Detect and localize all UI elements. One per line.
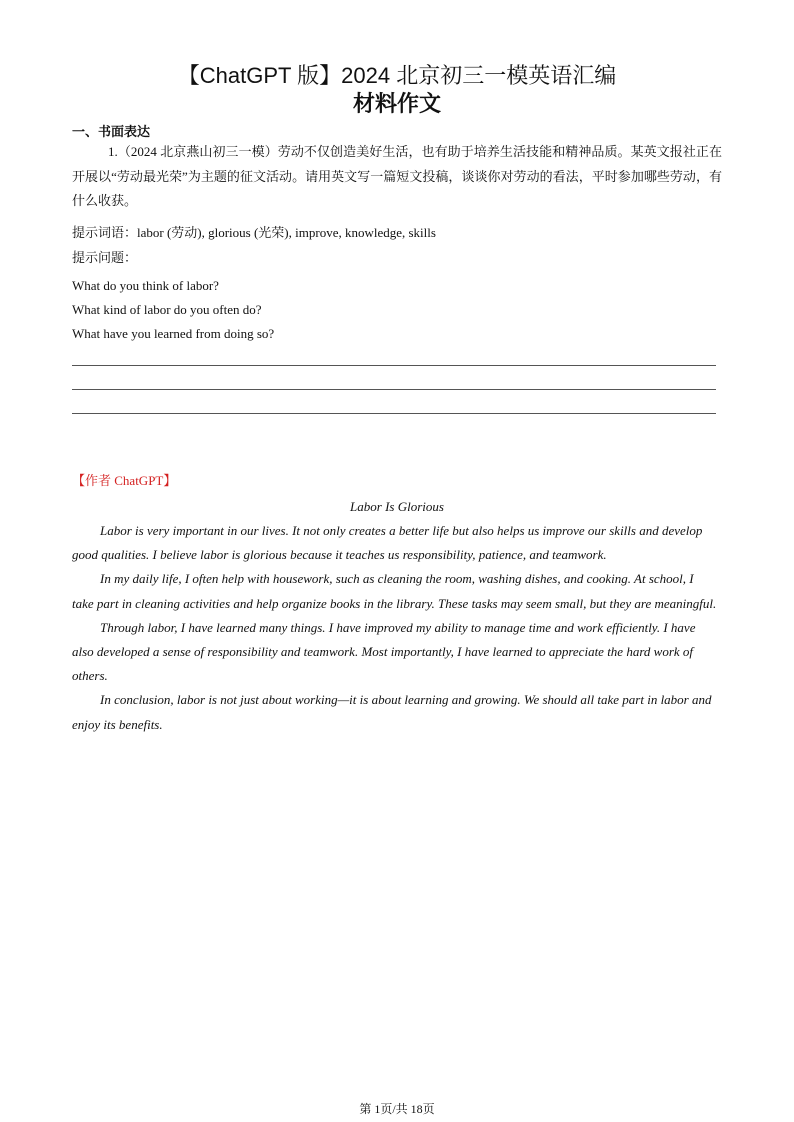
essay-paragraph: In my daily life, I often help with housework, such as cleaning the room, washing dishes, and cooking. At school, I take part in cleaning activities and help organize books in the library. These tasks may seem small, but they are meaningful. xyxy=(72,571,717,611)
essay-title: Labor Is Glorious xyxy=(350,499,444,514)
essay-body xyxy=(72,519,717,737)
answer-blank-line xyxy=(72,365,716,366)
author-label: 【作者 ChatGPT】 xyxy=(72,473,177,488)
answer-blank-line xyxy=(72,389,716,390)
answer-blank-line xyxy=(72,413,716,414)
document-title: 【ChatGPT 版】2024 北京初三一模英语汇编 xyxy=(177,63,617,88)
hint-question-1: What do you think of labor? xyxy=(72,278,219,293)
hint-questions-label: 提示问题： xyxy=(72,250,138,265)
hint-question-3: What have you learned from doing so? xyxy=(72,326,275,341)
hint-question-2: What kind of labor do you often do? xyxy=(72,302,262,317)
essay-paragraph: Labor is very important in our lives. It not only creates a better life but also helps us improve our skills and develop good qualities. I believe labor is glorious because it teaches us responsibility, patience, and teamwork. xyxy=(72,523,703,563)
question-prompt: 1.（2024 北京燕山初三一模）劳动不仅创造美好生活，也有助于培养生活技能和精神品质。某英文报社正在开展以“劳动最光荣”为主题的征文活动。请用英文写一篇短文投稿，谈谈你对劳动的看法，平时参加哪些劳动，有什么收获。 xyxy=(72,144,722,208)
essay-paragraph: Through labor, I have learned many things. I have improved my ability to manage time and work efficiently. I have also developed a sense of responsibility and teamwork. Most importantly, I have learned to appreciate the hard work of others. xyxy=(72,619,696,684)
essay-paragraph: In conclusion, labor is not just about working—it is about learning and growing. We should all take part in labor and enjoy its benefits. xyxy=(72,692,712,732)
hint-words: 提示词语：labor (劳动), glorious (光荣), improve, knowledge, skills xyxy=(72,225,436,240)
section-heading: 一、书面表达 xyxy=(72,124,151,139)
document-subtitle: 材料作文 xyxy=(352,91,441,116)
page-indicator: 第 1页/共 18页 xyxy=(359,1102,435,1116)
